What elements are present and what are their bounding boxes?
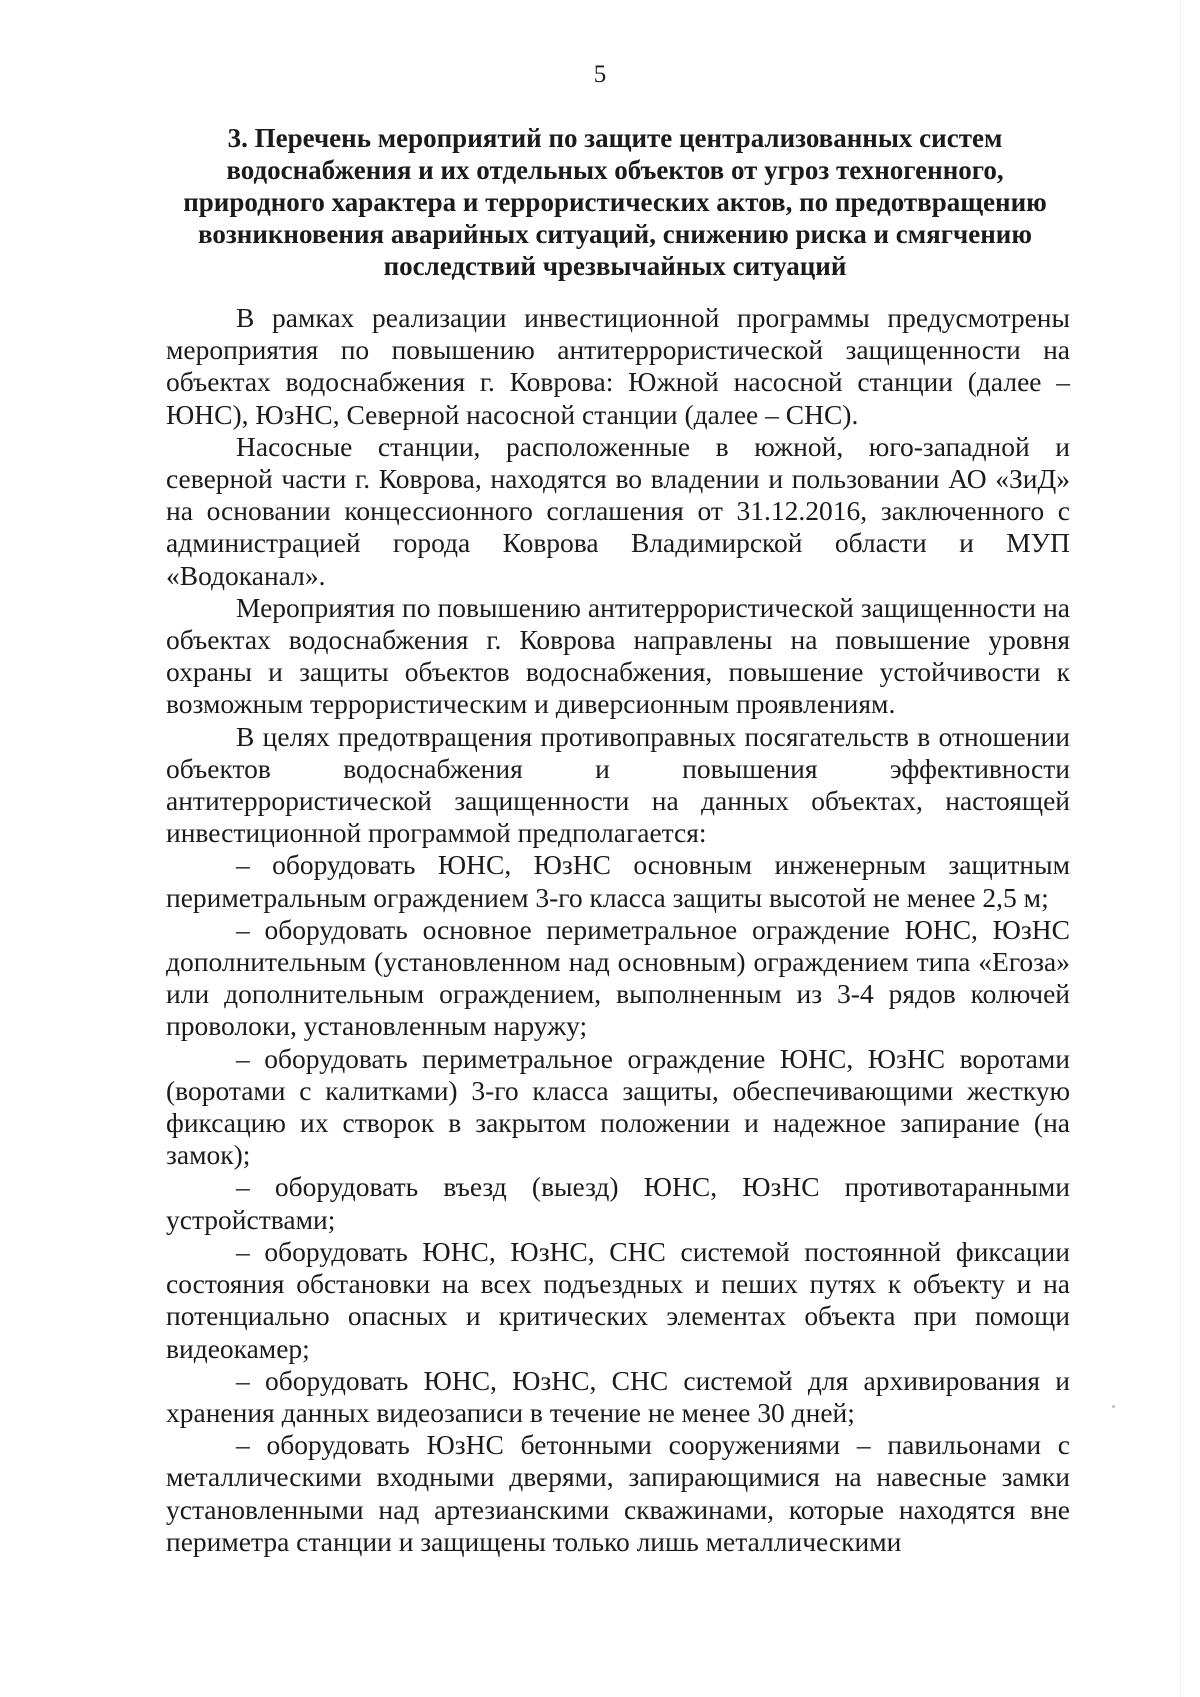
list-item-video: – оборудовать ЮНС, ЮзНС, СНС системой постоянной фиксации состояния обстановки на всех подъездных и пеших путях к объекту и на потенциально опасных и критических элементах объекта при помощи видеокамер; (166, 1235, 1070, 1364)
paragraph-intro: В рамках реализации инвестиционной программы предусмотрены мероприятия по повышению антитеррористической защищенности на объектах водоснабжения г. Коврова: Южной насосной станции (далее – ЮНС), ЮзНС, Северной насосной станции (далее – СНС). (166, 302, 1070, 430)
list-item-pavilions: – оборудовать ЮзНС бетонными сооружениями – павильонами с металлическими входными дверями, запирающимися на навесные замки установленными над артезианскими скважинами, которые находятся вне периметра станции и защищены только лишь металлическими (166, 1429, 1070, 1557)
section-heading: 3. Перечень мероприятий по защите централизованных систем водоснабжения и их отдельных объектов от угроз техногенного, природного характера и террористических актов, по предотвращению возникновения аварийных ситуаций, снижению риска и смягчению последствий чрезвычайных ситуаций (183, 123, 1047, 281)
scan-edge-shadow (1180, 0, 1181, 1697)
scan-speck (1112, 1405, 1115, 1408)
paragraph-measures: Мероприятия по повышению антитеррористической защищенности на объектах водоснабжения г. Коврова направлены на повышение уровня охраны и защиты объектов водоснабжения, повышение устойчивости к возможным террористическим и диверсионным проявлениям. (166, 591, 1070, 720)
list-item-anti-ram: – оборудовать въезд (выезд) ЮНС, ЮзНС противотаранными устройствами; (166, 1171, 1070, 1235)
paragraph-stations: Насосные станции, расположенные в южной, юго-западной и северной части г. Коврова, находятся во владении и пользовании АО «ЗиД» на основании концессионного соглашения от 31.12.2016, заключенного с администрацией города Коврова Владимирской области и МУП «Водоканал». (166, 430, 1070, 591)
document-body (166, 302, 1070, 1558)
list-item-archive: – оборудовать ЮНС, ЮзНС, СНС системой для архивирования и хранения данных видеозаписи в течение не менее 30 дней; (166, 1364, 1070, 1428)
page-number: 5 (593, 61, 607, 88)
list-item-egoza: – оборудовать основное периметральное ограждение ЮНС, ЮзНС дополнительным (установленном над основным) ограждением типа «Егоза» или дополнительным ограждением, выполненным из 3-4 рядов колючей проволоки, установленным наружу; (166, 913, 1070, 1042)
list-item-fence: – оборудовать ЮНС, ЮзНС основным инженерным защитным периметральным ограждением 3-го класса защиты высотой не менее 2,5 м; (166, 849, 1070, 913)
paragraph-goals: В целях предотвращения противоправных посягательств в отношении объектов водоснабжения и повышения эффективности антитеррористической защищенности на данных объектах, настоящей инвестиционной программой предполагается: (166, 720, 1070, 849)
list-item-gates: – оборудовать периметральное ограждение ЮНС, ЮзНС воротами (воротами с калитками) 3-го класса защиты, обеспечивающими жесткую фиксацию их створок в закрытом положении и надежное запирание (на замок); (166, 1042, 1070, 1171)
